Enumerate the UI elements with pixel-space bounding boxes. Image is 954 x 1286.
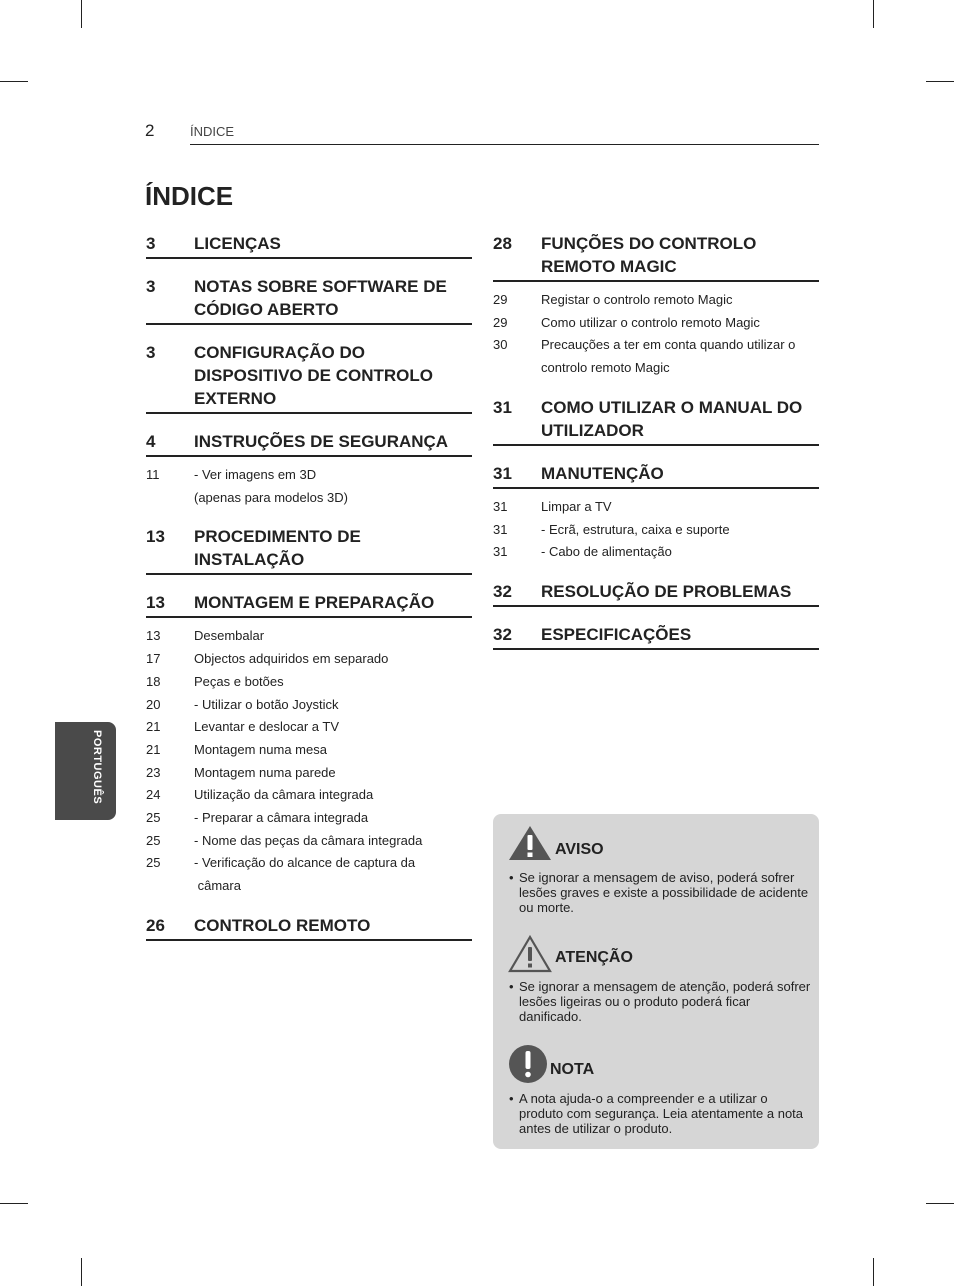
warning-icon bbox=[507, 824, 553, 862]
toc-sub-page: 18 bbox=[146, 673, 161, 689]
warning-list bbox=[509, 870, 815, 916]
note-text: • A nota ajuda-o a compreender e a utilizar o produto com segurança. Leia atentamente a nota antes de utilizar o produto. bbox=[509, 1091, 815, 1137]
toc-sub-title: Peças e botões bbox=[194, 673, 284, 689]
toc-sub-page: 25 bbox=[146, 832, 161, 848]
toc-section bbox=[146, 525, 472, 575]
toc-sub-title: - Verificação do alcance de captura da bbox=[194, 855, 416, 871]
toc-sub-title: Precauções a ter em conta quando utilizar o bbox=[541, 337, 796, 353]
toc-sub-list bbox=[493, 289, 819, 380]
toc-sub-item bbox=[493, 334, 819, 357]
toc-sub-item bbox=[493, 541, 819, 564]
toc-sub-item bbox=[146, 739, 472, 762]
toc-sub-title: - Preparar a câmara integrada bbox=[194, 810, 369, 826]
toc-section-page: 3 bbox=[146, 277, 156, 296]
toc-section bbox=[493, 396, 819, 446]
toc-sub-page: 31 bbox=[493, 521, 508, 537]
toc-sub-item bbox=[146, 830, 472, 853]
toc-section-page: 32 bbox=[493, 624, 512, 644]
toc-sub-title: - Ver imagens em 3D bbox=[194, 467, 317, 482]
toc-section-title: ESPECIFICAÇÕES bbox=[541, 624, 692, 644]
toc-right-column bbox=[493, 232, 819, 666]
toc-sub-title: - Ecrã, estrutura, caixa e suporte bbox=[541, 521, 730, 537]
note-title: NOTA bbox=[550, 1061, 595, 1078]
crop-mark bbox=[0, 1203, 28, 1204]
toc-section-title: RESOLUÇÃO DE PROBLEMAS bbox=[541, 581, 792, 601]
toc-sub-item bbox=[146, 716, 472, 739]
toc-section bbox=[146, 591, 472, 618]
toc-section bbox=[146, 232, 472, 259]
caution-icon bbox=[507, 934, 553, 974]
toc-section-title: CONFIGURAÇÃO DO DISPOSITIVO DE CONTROLO EXTERNO bbox=[194, 343, 433, 408]
toc-sub-item bbox=[146, 625, 472, 648]
toc-section-page: 26 bbox=[146, 915, 165, 935]
toc-sub-page: 29 bbox=[493, 292, 508, 307]
toc-sub-page: 24 bbox=[146, 787, 161, 803]
toc-sub-title: - Utilizar o botão Joystick bbox=[194, 696, 339, 712]
toc-section-title: INSTRUÇÕES DE SEGURANÇA bbox=[194, 432, 449, 451]
toc-sub-list bbox=[146, 464, 472, 509]
crop-mark bbox=[81, 1258, 82, 1286]
note-list bbox=[509, 1091, 815, 1137]
toc-section bbox=[146, 430, 472, 457]
warning-text: • Se ignorar a mensagem de aviso, poderá sofrer lesões graves e existe a possibilidade de acidente ou morte. bbox=[509, 870, 815, 916]
toc-sub-title: Montagem numa parede bbox=[194, 764, 336, 780]
toc-sub-item bbox=[146, 875, 472, 898]
toc-sub-title: Como utilizar o controlo remoto Magic bbox=[541, 314, 760, 330]
toc-section-title: FUNÇÕES DO CONTROLO REMOTO MAGIC bbox=[541, 234, 757, 276]
toc-section-page: 32 bbox=[493, 581, 512, 601]
toc-sub-title: Objectos adquiridos em separado bbox=[194, 651, 389, 667]
toc-section-page: 28 bbox=[493, 234, 512, 253]
toc-section-title: LICENÇAS bbox=[194, 234, 281, 253]
toc-sub-page: 30 bbox=[493, 337, 508, 353]
toc-section-page: 31 bbox=[493, 463, 512, 483]
toc-sub-item bbox=[493, 496, 819, 519]
toc-section-title: COMO UTILIZAR O MANUAL DO UTILIZADOR bbox=[541, 397, 803, 440]
toc-sub-page: 29 bbox=[493, 314, 508, 330]
toc-section bbox=[146, 275, 472, 325]
toc-sub-item bbox=[493, 312, 819, 335]
toc-sub-page: 21 bbox=[146, 719, 161, 735]
toc-section-title: MONTAGEM E PREPARAÇÃO bbox=[194, 593, 435, 613]
language-tab bbox=[55, 722, 116, 820]
crop-mark bbox=[873, 0, 874, 28]
toc-sub-item bbox=[146, 648, 472, 671]
caution-list bbox=[509, 979, 815, 1025]
toc-sub-page: 13 bbox=[146, 628, 161, 644]
toc-section-title: MANUTENÇÃO bbox=[541, 463, 664, 483]
toc-sub-item bbox=[493, 357, 819, 380]
toc-sub-item bbox=[493, 519, 819, 542]
toc-section-title: NOTAS SOBRE SOFTWARE DE CÓDIGO ABERTO bbox=[194, 277, 447, 319]
toc-section bbox=[493, 580, 819, 607]
toc-section bbox=[493, 462, 819, 489]
toc-sub-page: 31 bbox=[493, 498, 508, 514]
toc-sub-page: 25 bbox=[146, 810, 161, 826]
toc-sub-item bbox=[146, 807, 472, 830]
page-title: ÍNDICE bbox=[145, 181, 234, 211]
toc-sub-title: Registar o controlo remoto Magic bbox=[541, 292, 733, 307]
caution-text: • Se ignorar a mensagem de atenção, poderá sofrer lesões ligeiras ou o produto poderá ficar danificado. bbox=[509, 979, 815, 1025]
toc-sub-page: 25 bbox=[146, 855, 161, 871]
toc-sub-title: Utilização da câmara integrada bbox=[194, 787, 374, 803]
toc-section-page: 31 bbox=[493, 397, 512, 417]
crop-mark bbox=[873, 1258, 874, 1286]
toc-sub-list bbox=[493, 496, 819, 564]
toc-sub-item bbox=[146, 762, 472, 785]
toc-sub-item bbox=[146, 694, 472, 717]
toc-sub-title: Limpar a TV bbox=[541, 498, 612, 514]
toc-sub-item bbox=[146, 487, 472, 510]
toc-sub-title: - Cabo de alimentação bbox=[541, 544, 672, 560]
toc-sub-list bbox=[146, 625, 472, 897]
note-icon bbox=[508, 1044, 548, 1084]
toc-sub-page: 20 bbox=[146, 696, 161, 712]
toc-sub-item bbox=[146, 671, 472, 694]
toc-sub-page: 23 bbox=[146, 764, 161, 780]
toc-sub-page: 31 bbox=[493, 544, 508, 560]
crop-mark bbox=[926, 1203, 954, 1204]
toc-sub-title: Levantar e deslocar a TV bbox=[194, 719, 340, 735]
toc-section bbox=[493, 232, 819, 282]
toc-sub-title: (apenas para modelos 3D) bbox=[194, 489, 348, 505]
notes-box bbox=[493, 814, 819, 1149]
toc-section-page: 13 bbox=[146, 527, 165, 547]
crop-mark bbox=[926, 81, 954, 82]
toc-sub-item bbox=[146, 852, 472, 875]
toc-sub-item bbox=[146, 784, 472, 807]
toc-sub-page: 17 bbox=[146, 651, 161, 667]
toc-section-title: CONTROLO REMOTO bbox=[194, 915, 371, 935]
toc-section-page: 3 bbox=[146, 234, 156, 253]
language-tab-label: PORTUGUÊS bbox=[91, 730, 103, 805]
toc-sub-item bbox=[146, 464, 472, 487]
crop-mark bbox=[81, 0, 82, 28]
running-header: ÍNDICE bbox=[190, 124, 235, 139]
toc-sub-title: Montagem numa mesa bbox=[194, 741, 327, 757]
toc-sub-title: Desembalar bbox=[194, 628, 265, 644]
toc-section-page: 13 bbox=[146, 593, 165, 613]
caution-title: ATENÇÃO bbox=[555, 949, 633, 966]
toc-sub-page: 11 bbox=[146, 467, 160, 482]
toc-sub-title: câmara bbox=[194, 878, 241, 894]
toc-sub-title: controlo remoto Magic bbox=[541, 360, 670, 376]
page-number: 2 bbox=[145, 121, 155, 140]
header-rule bbox=[190, 144, 819, 145]
toc-section bbox=[146, 914, 472, 941]
toc-section-page: 3 bbox=[146, 343, 156, 362]
toc-sub-page: 21 bbox=[146, 741, 161, 757]
toc-left-column bbox=[146, 232, 472, 957]
toc-section bbox=[493, 623, 819, 650]
crop-mark bbox=[0, 81, 28, 82]
toc-sub-item bbox=[493, 289, 819, 312]
warning-title: AVISO bbox=[555, 841, 604, 858]
toc-section-title: PROCEDIMENTO DE INSTALAÇÃO bbox=[194, 527, 361, 570]
toc-section-page: 4 bbox=[146, 432, 156, 451]
toc-section bbox=[146, 341, 472, 414]
toc-sub-title: - Nome das peças da câmara integrada bbox=[194, 832, 423, 848]
